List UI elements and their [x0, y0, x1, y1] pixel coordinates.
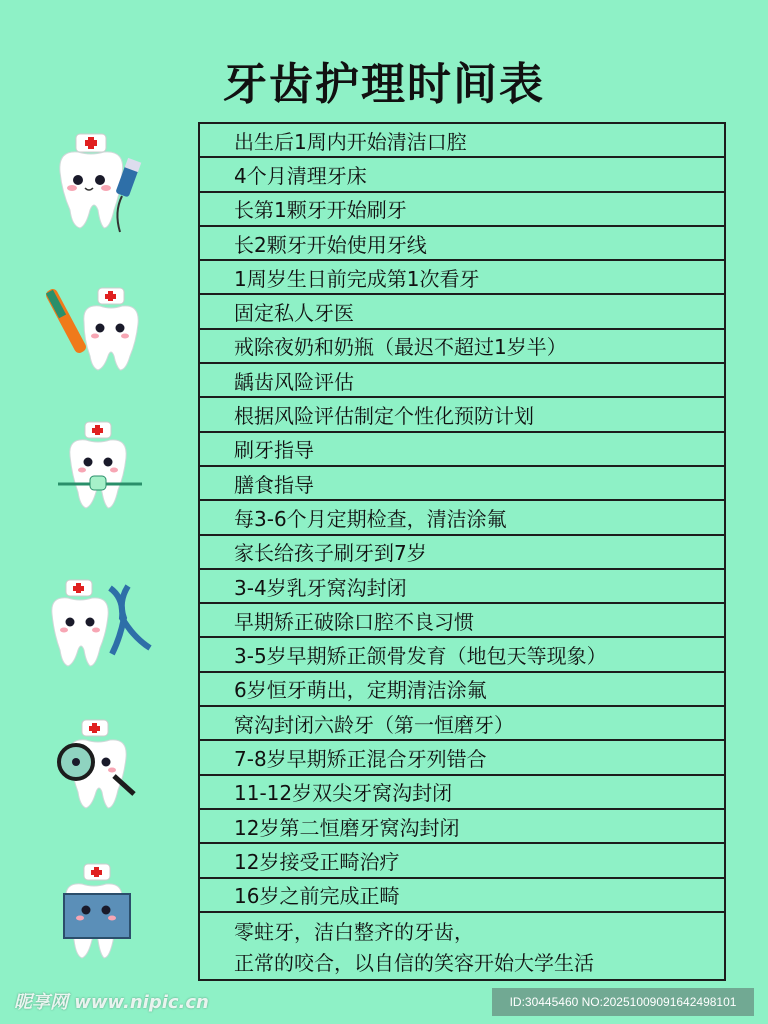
tooth-nurse-magnifier-icon: [52, 718, 152, 818]
table-row: 早期矫正破除口腔不良习惯: [200, 604, 724, 638]
table-row: 6岁恒牙萌出，定期清洁涂氟: [200, 673, 724, 707]
final-row-line-1: 零蛀牙，洁白整齐的牙齿，: [234, 919, 474, 944]
table-row: 窝沟封闭六龄牙（第一恒磨牙）: [200, 707, 724, 741]
table-row: 膳食指导: [200, 467, 724, 501]
table-row: 1周岁生日前完成第1次看牙: [200, 261, 724, 295]
table-row: 12岁第二恒磨牙窝沟封闭: [200, 810, 724, 844]
watermark-text: 昵享网 www.nipic.cn: [14, 992, 209, 1013]
image-id-bar: ID:30445460 NO:20251009091642498101: [492, 988, 754, 1016]
table-row: 每3-6个月定期检查，清洁涂氟: [200, 501, 724, 535]
tooth-nurse-toothbrush-icon: [46, 284, 156, 384]
table-row: 出生后1周内开始清洁口腔: [200, 124, 724, 158]
table-row: 7-8岁早期矫正混合牙列错合: [200, 741, 724, 775]
tooth-nurse-drill-icon: [44, 132, 154, 242]
table-row: 根据风险评估制定个性化预防计划: [200, 398, 724, 432]
table-row: 11-12岁双尖牙窝沟封闭: [200, 776, 724, 810]
table-row: 12岁接受正畸治疗: [200, 844, 724, 878]
table-row: 刷牙指导: [200, 433, 724, 467]
table-row: 家长给孩子刷牙到7岁: [200, 536, 724, 570]
table-row: 固定私人牙医: [200, 295, 724, 329]
tooth-nurse-xray-icon: [58, 862, 143, 967]
table-row: 龋齿风险评估: [200, 364, 724, 398]
table-row: 16岁之前完成正畸: [200, 879, 724, 913]
schedule-table: [198, 122, 726, 981]
page-title: 牙齿护理时间表: [223, 59, 545, 110]
table-row: 4个月清理牙床: [200, 158, 724, 192]
final-row-line-2: 正常的咬合，以自信的笑容开始大学生活: [234, 951, 594, 976]
table-row: 3-4岁乳牙窝沟封闭: [200, 570, 724, 604]
table-row: 长2颗牙开始使用牙线: [200, 227, 724, 261]
table-row: 长第1颗牙开始刷牙: [200, 193, 724, 227]
table-row: 3-5岁早期矫正颌骨发育（地包天等现象）: [200, 638, 724, 672]
tooth-nurse-pliers-icon: [40, 578, 155, 673]
table-row: 戒除夜奶和奶瓶（最迟不超过1岁半）: [200, 330, 724, 364]
table-row-final: [200, 913, 724, 982]
tooth-nurse-floss-icon: [50, 420, 150, 520]
